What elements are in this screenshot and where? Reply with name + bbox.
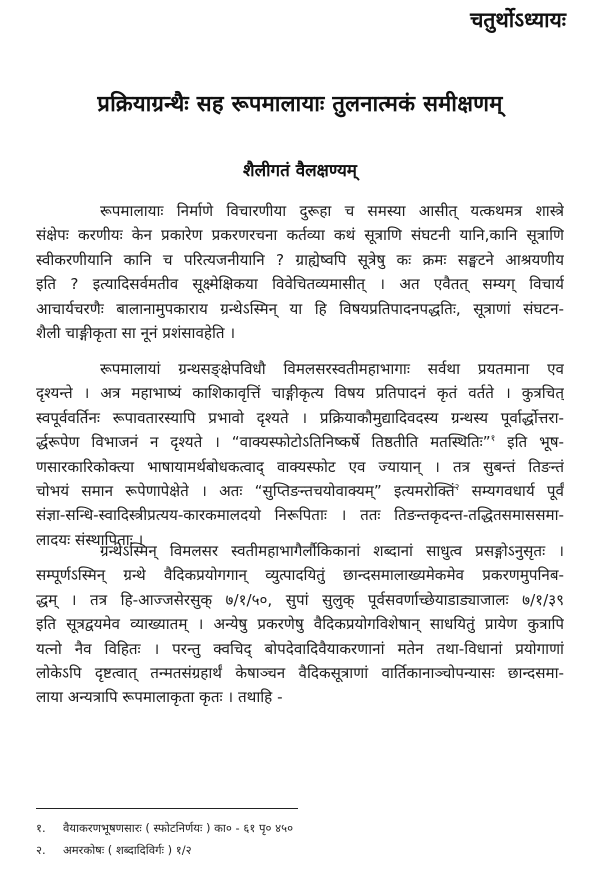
footnote-text: वैयाकरणभूषणसारः ( स्फोटनिर्णयः ) का० - ६१ पृ० ४५० — [63, 821, 294, 835]
text-line: लाया अन्यत्रापि रूपमालाकृता कृतः । तथाहि - — [36, 688, 283, 707]
footnote-text: अमरकोषः ( शब्दादिविर्गः ) १/२ — [63, 843, 192, 857]
text-line: लोकेऽपि दृष्टत्वात् तन्मतसंग्रहार्थं केषाञ्चन वैदिकसूत्राणां वार्तिकानाञ्चोपन्यासः छान्दसमा- — [36, 664, 564, 683]
footnote-number: २. — [36, 843, 46, 857]
text-line: इति ? इत्यादिसर्वमतीव सूक्ष्मेक्षिकया विवेचितव्यमासीत् । अत एवैतत् सम्यग् विचार्य — [36, 275, 564, 294]
text-line: दृश्यन्ते । अत्र महाभाष्यं काशिकावृत्तिं चाङ्गीकृत्य विषय प्रतिपादनं कृतं वर्तते । कुत्रचित् — [36, 384, 564, 403]
footnote-2 — [36, 839, 436, 861]
footnote-1 — [36, 817, 436, 839]
text-segment: सम्यगवधार्य पूर्वं — [471, 482, 564, 501]
text-line: आचार्यचरणैः बालानामुपकाराय ग्रन्थेऽस्मिन् या हि विषयप्रतिपादनपद्धतिः, सूत्राणां संघटन- — [36, 299, 564, 318]
text-line: सम्पूर्णऽस्मिन् ग्रन्थे वैदिकप्रयोगगान् व्युत्पादयितुं छान्दसमालाख्यमेकमेव प्रकरणमुपनिब- — [36, 566, 564, 585]
text-line: स्वीकरणीयानि कानि च परित्यजनीयानि ? ग्राह्येष्वपि सूत्रेषु कः क्रमः सङ्घटने आश्रयणीय — [36, 250, 564, 269]
paragraph-2 — [36, 357, 564, 552]
text-segment: इति भूष- — [507, 433, 564, 452]
text-line: संक्षेपः करणीयः केन प्रकारेण प्रकरणरचना कर्तव्या कथं सूत्राणि संघटनी यानि,कानि सूत्राणि — [36, 226, 564, 245]
chapter-label: चतुर्थोऽध्यायः — [470, 8, 566, 32]
paragraph-3 — [36, 539, 564, 710]
text-line: इति सूत्रद्वयमेव व्याख्यातम् । अन्येषु प्रकरणेषु वैदिकप्रयोगविशेषान् साधयितुं प्रायेण कुत्रापि — [36, 615, 564, 634]
section-title: शैलीगतं वैलक्षण्यम् — [243, 161, 357, 181]
footnote-ref-1[interactable]: १ — [490, 434, 496, 445]
footnote-number: १. — [36, 821, 46, 835]
footnotes — [36, 817, 436, 861]
text-line: संज्ञा-सन्धि-स्वादिस्त्रीप्रत्यय-कारकमालदयो निरूपिताः । ततः तिङन्तकृदन्त-तद्धितसमाससमा- — [36, 506, 564, 525]
text-line: ग्रन्थेऽस्मिन् विमलसर स्वतीमहाभागैर्लौकिकानां शब्दानां साधुत्व प्रसङ्गोऽनुसृतः । — [100, 542, 564, 560]
text-line: यत्नो नैव विहितः । परन्तु क्वचिद् बोपदेवादिवैयाकरणानां मतेन तथा-विधानां प्रयोगाणां — [36, 639, 564, 658]
text-line: द्धम् । तत्र हि-आज्जसेरसुक् ७/१/५०, सुपां सुलुक् पूर्वसवर्णाच्छेयाडाड्याजालः ७/१/३९ — [36, 590, 564, 609]
text-line-with-footnote — [36, 479, 564, 503]
text-segment: र्द्धरूपेण विभाजनं न दृश्यते । “वाक्यस्फोटोऽतिनिष्कर्षे तिष्ठतीति मतस्थितिः” — [36, 433, 491, 452]
text-line: शैली चाङ्गीकृता सा नूनं प्रशंसावहेति । — [36, 324, 236, 343]
page-title: प्रक्रियाग्रन्थैः सह रूपमालायाः तुलनात्मकं समीक्षणम् — [97, 92, 503, 117]
text-line: रूपमालायाः निर्माणे विचारणीया दुरूहा च समस्या आसीत् यत्कथमत्र शास्त्रे — [100, 202, 564, 220]
text-line: स्वपूर्ववर्तिनः रूपावतारस्यापि प्रभावो दृश्यते । प्रक्रियाकौमुद्यादिवदस्य ग्रन्थस्य पूर्वार्द्धोत्तरा- — [36, 408, 564, 427]
text-segment: चोभयं समान रूपेणापेक्षेते । अतः “सुप्तिङन्तचयोवाक्यम्” इत्यमरोक्तिं — [36, 482, 455, 501]
paragraph-1 — [36, 199, 564, 345]
text-line: णसारकारिकोक्त्या भाषायामर्थबोधकत्वाद् वाक्यस्फोट एव ज्यायान् । तत्र सुबन्तं तिङन्तं — [36, 457, 564, 476]
text-line: लादयः संस्थापिताः । — [36, 530, 144, 549]
footnote-divider — [36, 808, 298, 809]
text-line-with-footnote — [36, 430, 564, 454]
footnote-ref-2[interactable]: २ — [454, 482, 460, 493]
text-line: रूपमालायां ग्रन्थसङ्क्षेपविधौ विमलसरस्वतीमहाभागाः सर्वथा प्रयतमाना एव — [100, 360, 564, 378]
